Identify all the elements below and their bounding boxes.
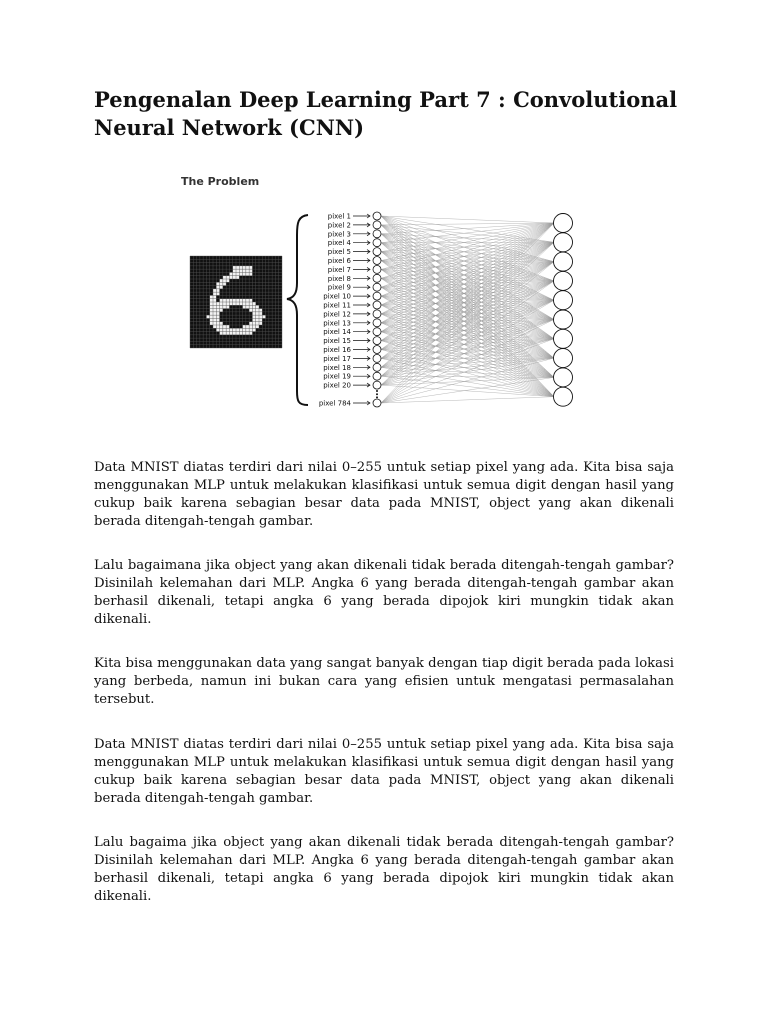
digit-pixel [249,305,252,308]
digit-pixel [220,322,223,325]
digit-pixel [223,279,226,282]
digit-pixel [216,312,219,315]
pixel-label: pixel 19 [323,372,351,381]
digit-pixel [210,305,213,308]
paragraph-5: Lalu bagaima jika object yang akan dikenali tidak berada ditengah-tengah gambar? Disinilah kelemahan dari MLP. Angka 6 yang berada ditengah-tengah gambar akan berhasil dikenali, tetapi angka 6 yang berada dipojok kiri mungkin tidak akan dikenali. [94,835,674,904]
digit-pixel [210,312,213,315]
output-node [554,368,573,387]
digit-pixel [220,286,223,289]
digit-pixel [213,315,216,318]
digit-pixel [256,312,259,315]
digit-pixel [243,305,246,308]
digit-pixel [213,318,216,321]
digit-pixel [233,302,236,305]
digit-pixel [216,292,219,295]
input-node [373,346,381,354]
digit-pixel [213,312,216,315]
paragraph-1: Data MNIST diatas terdiri dari nilai 0–255 untuk setiap pixel yang ada. Kita bisa saja menggunakan MLP untuk melakukan klasifikasi untuk semua digit dengan hasil yang cukup baik karena sebagian besar data pada MNIST, object yang akan dikenali berada ditengah-tengah gambar. [94,460,674,529]
digit-pixel [239,269,242,272]
digit-pixel [246,299,249,302]
digit-pixel [233,332,236,335]
digit-pixel [210,302,213,305]
digit-pixel [246,272,249,275]
digit-pixel [236,266,239,269]
digit-pixel [249,328,252,331]
pixel-label: pixel 7 [327,265,351,274]
digit-pixel [216,302,219,305]
digit-pixel [216,315,219,318]
digit-pixel [229,302,232,305]
digit-pixel [243,325,246,328]
digit-pixel [233,269,236,272]
digit-pixel [252,312,255,315]
input-node [373,274,381,282]
ellipsis-dot [376,393,378,395]
digit-pixel [236,332,239,335]
digit-pixel [252,305,255,308]
digit-pixel [210,322,213,325]
output-node [554,329,573,348]
digit-pixel [259,309,262,312]
digit-pixel [246,305,249,308]
digit-pixel [236,302,239,305]
output-node [554,252,573,271]
digit-pixel [252,328,255,331]
digit-pixel [213,289,216,292]
digit-pixel [239,328,242,331]
paragraph-4: Data MNIST diatas terdiri dari nilai 0–255 untuk setiap pixel yang ada. Kita bisa saja menggunakan MLP untuk melakukan klasifikasi untuk semua digit dengan hasil yang cukup baik karena sebagian besar data pada MNIST, object yang akan dikenali berada ditengah-tengah gambar. [94,737,674,806]
pixel-label: pixel 2 [327,221,351,230]
digit-pixel [223,325,226,328]
digit-pixel [216,286,219,289]
pixel-label: pixel 4 [327,239,351,248]
pixel-label: pixel 8 [327,274,351,283]
pixel-label: pixel 5 [327,248,351,257]
mnist-digit-image [190,256,282,348]
digit-pixel [256,315,259,318]
pixel-label: pixel 16 [323,346,351,354]
input-node [373,399,381,407]
pixel-label: pixel 6 [327,257,351,265]
document-title: Pengenalan Deep Learning Part 7 : Convolutional Neural Network (CNN) [94,87,678,140]
pixel-label: pixel 13 [323,319,351,328]
digit-pixel [239,299,242,302]
digit-pixel [239,302,242,305]
digit-pixel [226,302,229,305]
pixel-label: pixel 1 [327,212,351,221]
digit-pixel [213,299,216,302]
digit-pixel [213,295,216,298]
digit-pixel [223,328,226,331]
digit-pixel [236,328,239,331]
digit-pixel [236,276,239,279]
digit-pixel [239,332,242,335]
digit-pixel [220,309,223,312]
digit-pixel [220,299,223,302]
digit-pixel [252,315,255,318]
digit-pixel [256,305,259,308]
digit-pixel [249,302,252,305]
digit-pixel [252,318,255,321]
digit-pixel [249,266,252,269]
digit-pixel [252,309,255,312]
digit-pixel [223,332,226,335]
digit-pixel [213,292,216,295]
digit-pixel [259,322,262,325]
digit-pixel [216,322,219,325]
output-node [554,271,573,290]
digit-pixel [249,325,252,328]
mlp-network-diagram [164,165,602,421]
digit-pixel [243,299,246,302]
digit-pixel [249,269,252,272]
digit-pixel [216,328,219,331]
digit-pixel [256,309,259,312]
digit-pixel [259,318,262,321]
digit-pixel [233,272,236,275]
digit-pixel [233,266,236,269]
pixel-label: pixel 14 [323,328,351,337]
digit-pixel [226,325,229,328]
digit-pixel [229,272,232,275]
digit-pixel [259,312,262,315]
digit-pixel [236,269,239,272]
digit-pixel [213,309,216,312]
input-node [373,319,381,327]
digit-pixel [246,269,249,272]
digit-pixel [256,325,259,328]
digit-pixel [246,302,249,305]
digit-pixel [252,302,255,305]
input-node [373,230,381,238]
input-node [373,239,381,247]
digit-pixel [246,325,249,328]
pixel-label: pixel 12 [323,310,351,319]
digit-pixel [216,282,219,285]
input-node [373,354,381,362]
digit-pixel [236,299,239,302]
digit-pixel [252,322,255,325]
output-node [554,310,573,329]
digit-pixel [206,315,209,318]
digit-pixel [246,266,249,269]
digit-pixel [229,328,232,331]
digit-pixel [243,269,246,272]
digit-pixel [249,322,252,325]
output-node [554,233,573,252]
input-node [373,337,381,345]
output-node [554,214,573,233]
digit-pixel [226,332,229,335]
digit-pixel [256,322,259,325]
digit-pixel [220,305,223,308]
digit-pixel [243,302,246,305]
pixel-label: pixel 3 [327,230,351,239]
pixel-label-last: pixel 784 [318,399,351,408]
input-node [373,221,381,229]
pixel-label: pixel 10 [323,292,351,301]
digit-pixel [233,328,236,331]
input-node [373,283,381,291]
digit-pixel [223,282,226,285]
digit-pixel [213,325,216,328]
digit-pixel [226,276,229,279]
digit-pixel [262,315,265,318]
input-node [373,265,381,273]
digit-pixel [259,315,262,318]
input-node [373,301,381,309]
digit-pixel [220,328,223,331]
digit-pixel [239,272,242,275]
digit-pixel [243,328,246,331]
digit-pixel [210,295,213,298]
pixel-label: pixel 9 [327,283,351,292]
input-node [373,212,381,220]
mlp-network-figure [164,165,602,421]
ellipsis-dot [376,396,378,398]
digit-pixel [243,272,246,275]
digit-pixel [249,309,252,312]
digit-pixel [223,299,226,302]
digit-pixel [256,318,259,321]
output-node [554,291,573,310]
input-node [373,372,381,380]
digit-pixel [210,299,213,302]
input-node [373,257,381,265]
input-node [373,381,381,389]
digit-pixel [220,279,223,282]
digit-pixel [246,332,249,335]
figure-caption: The Problem [181,175,260,188]
digit-pixel [226,299,229,302]
digit-pixel [213,302,216,305]
digit-pixel [220,302,223,305]
pixel-label: pixel 11 [323,301,351,310]
digit-pixel [229,299,232,302]
digit-pixel [216,309,219,312]
ellipsis-dot [376,390,378,392]
digit-pixel [216,318,219,321]
digit-pixel [249,332,252,335]
output-node [554,349,573,368]
digit-pixel [210,318,213,321]
input-node [373,292,381,300]
input-node [373,310,381,318]
paragraph-2: Lalu bagaimana jika object yang akan dikenali tidak berada ditengah-tengah gambar? Disinilah kelemahan dari MLP. Angka 6 yang berada ditengah-tengah gambar akan berhasil dikenali, tetapi angka 6 yang berada dipojok kiri mungkin tidak akan dikenali. [94,558,674,627]
digit-pixel [233,276,236,279]
digit-pixel [213,305,216,308]
digit-pixel [239,266,242,269]
digit-pixel [220,282,223,285]
digit-pixel [252,325,255,328]
digit-pixel [223,276,226,279]
digit-pixel [229,332,232,335]
digit-pixel [229,276,232,279]
digit-pixel [236,272,239,275]
pixel-label: pixel 20 [323,381,351,390]
pixel-label: pixel 17 [323,354,351,363]
digit-pixel [243,266,246,269]
digit-pixel [216,305,219,308]
digit-pixel [233,299,236,302]
digit-pixel [210,315,213,318]
digit-pixel [246,328,249,331]
input-node [373,328,381,336]
output-node [554,387,573,406]
digit-pixel [216,325,219,328]
paragraph-3: Kita bisa menggunakan data yang sangat banyak dengan tiap digit berada pada lokasi yang berbeda, namun ini bukan cara yang efisien untuk mengatasi permasalahan tersebut. [94,656,674,707]
digit-pixel [226,305,229,308]
digit-pixel [226,279,229,282]
input-node [373,248,381,256]
digit-pixel [249,299,252,302]
digit-pixel [210,309,213,312]
digit-pixel [226,328,229,331]
input-node [373,363,381,371]
digit-pixel [223,302,226,305]
digit-pixel [213,322,216,325]
digit-pixel [249,272,252,275]
digit-pixel [220,325,223,328]
digit-pixel [223,305,226,308]
pixel-label: pixel 18 [323,363,351,372]
digit-pixel [216,289,219,292]
digit-pixel [243,332,246,335]
pixel-label: pixel 15 [323,337,351,346]
digit-pixel [220,332,223,335]
